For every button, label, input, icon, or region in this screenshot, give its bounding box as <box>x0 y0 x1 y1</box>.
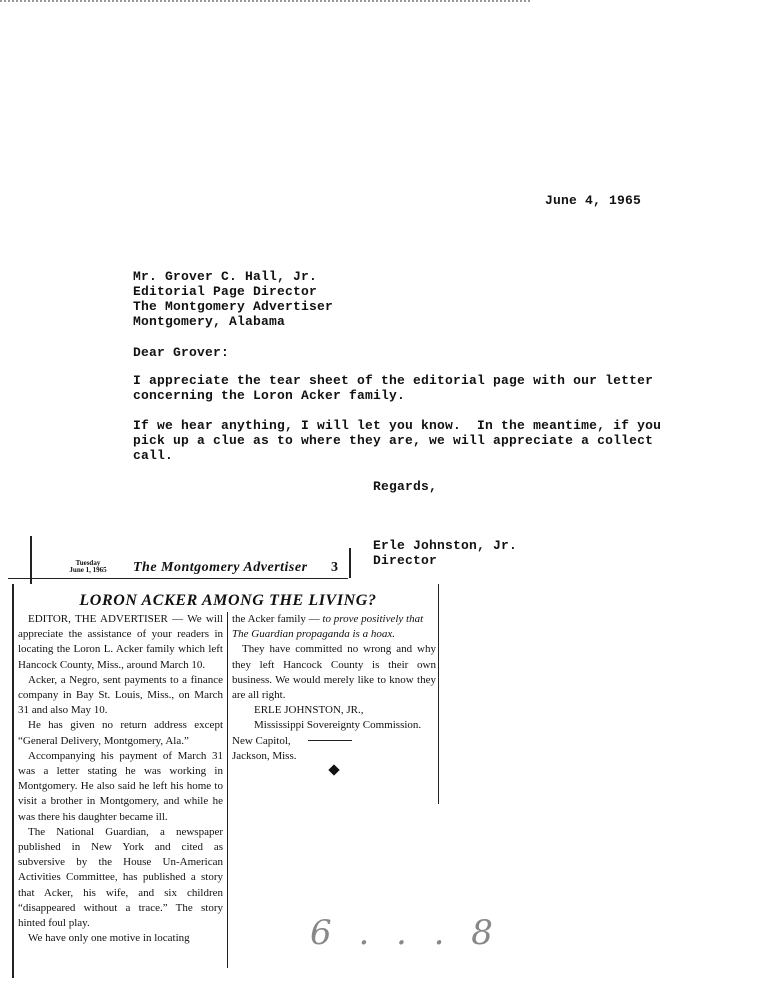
clip-left-rule <box>12 584 14 978</box>
paragraph-line: concerning the Loron Acker family. <box>133 388 406 403</box>
address-line: Editorial Page Director <box>133 284 318 299</box>
clip-paragraph: The National Guardian, a newspaper published in New York and cited as subversive by the House Un-American Activities Committee, has published a story that Acker, his wife, and six children “disappeared without a trace.” The story hinted foul play. <box>18 825 223 930</box>
paragraph-line: If we hear anything, I will let you know. In the meantime, if you <box>133 418 662 433</box>
handwritten-note: 6 . . . 8 <box>310 913 501 953</box>
clip-paragraph: He has given no return address except “General Delivery, Montgomery, Ala.” <box>18 719 223 747</box>
clip-right-rule <box>438 584 439 804</box>
clip-address: Jackson, Miss. <box>232 749 297 762</box>
address-line: The Montgomery Advertiser <box>133 299 334 314</box>
clip-address: New Capitol, <box>232 734 291 747</box>
top-dotted-border <box>0 0 530 2</box>
clip-dot-mark <box>328 764 339 775</box>
clip-paragraph: Accompanying his payment of March 31 was a letter stating he was working in Montgomery. He also said he left his home to visit a brother in Montgomery, and while he was there his daughter became ill. <box>18 749 223 823</box>
signature-name: Erle Johnston, Jr. <box>373 538 518 553</box>
clip-stray-mark <box>308 740 352 741</box>
masthead-date-text: June 1, 1965 <box>69 566 107 574</box>
clip-paragraph: EDITOR, THE ADVERTISER — We will appreciate the assistance of your readers in locating the Loron L. Acker family which left Hancock County, Miss., around March 10. <box>18 613 223 671</box>
address-line: Mr. Grover C. Hall, Jr. <box>133 269 318 284</box>
clipping-column-2 <box>232 612 436 764</box>
column-divider <box>227 612 228 968</box>
masthead-rule <box>8 578 348 579</box>
signature-title: Director <box>373 553 438 568</box>
paragraph-line: call. <box>133 448 174 463</box>
salutation: Dear Grover: <box>133 345 230 360</box>
masthead <box>63 560 353 580</box>
paragraph-line: pick up a clue as to where they are, we will appreciate a collect <box>133 433 654 448</box>
clipping-headline: LORON ACKER AMONG THE LIVING? <box>79 592 377 609</box>
clip-paragraph: We have only one motive in locating <box>28 932 190 945</box>
letter-date: June 4, 1965 <box>545 193 642 208</box>
paragraph-line: I appreciate the tear sheet of the editorial page with our letter <box>133 373 654 388</box>
clip-paragraph <box>232 612 436 642</box>
clip-paragraph: Acker, a Negro, sent payments to a finance company in Bay St. Louis, Miss., on March 31 and also May 10. <box>18 673 223 717</box>
clip-italic-text: to prove positively that The Guardian propaganda is a hoax. <box>232 613 424 641</box>
address-line: Montgomery, Alabama <box>133 314 286 329</box>
page-number: 3 <box>331 560 338 575</box>
masthead-date <box>63 560 113 574</box>
clip-text: the Acker family — <box>232 613 323 625</box>
clip-signature-org: Mississippi Sovereignty Commission. <box>254 719 422 732</box>
closing: Regards, <box>373 479 438 494</box>
clip-paragraph: They have committed no wrong and why they left Hancock County is their own business. We would merely like to know they are all right. <box>232 643 436 702</box>
clipping-column-1 <box>18 612 223 946</box>
clip-edge-rule <box>30 536 32 584</box>
masthead-right-rule <box>349 548 351 578</box>
clip-signature-name: ERLE JOHNSTON, JR., <box>254 704 364 717</box>
masthead-title: The Montgomery Advertiser <box>133 560 308 575</box>
masthead-day-text: Tuesday <box>75 559 101 567</box>
